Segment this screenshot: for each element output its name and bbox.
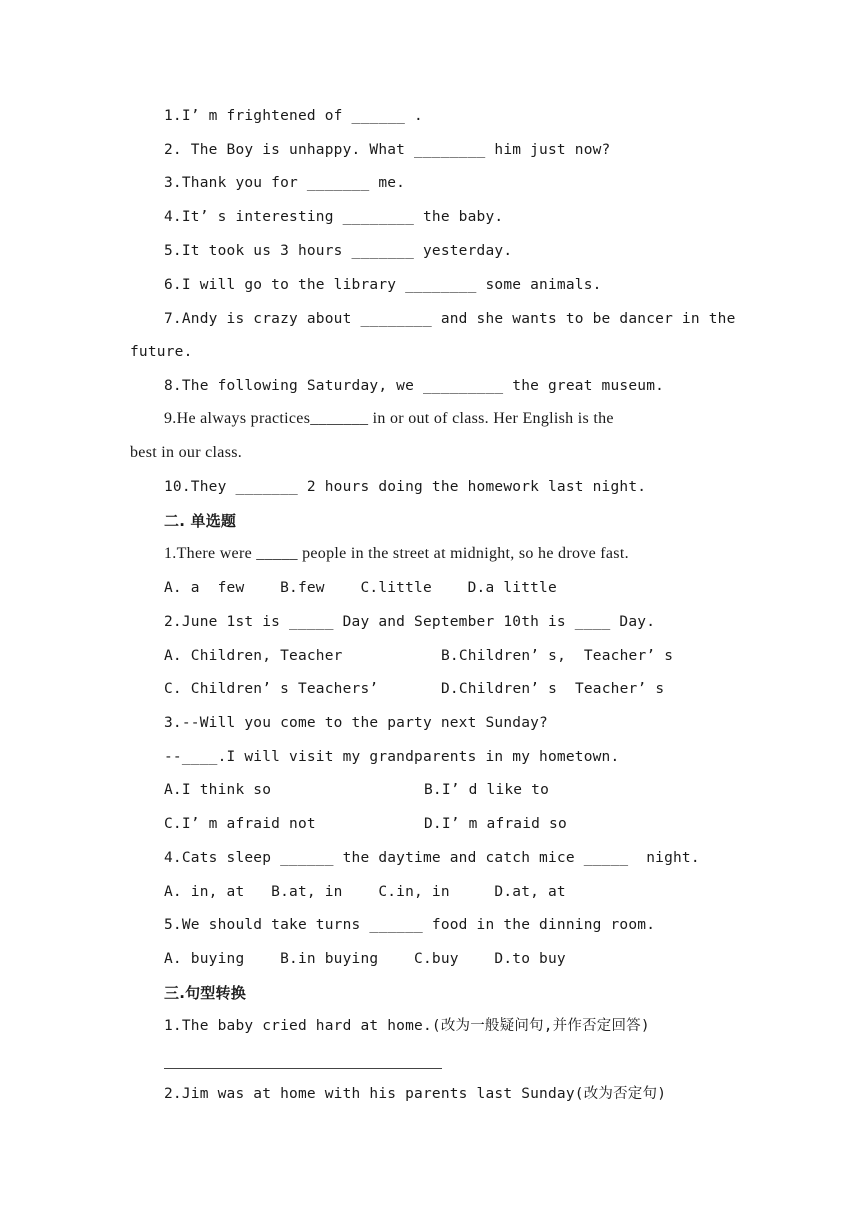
fill-blank-q5: 5.It took us 3 hours _______ yesterday. bbox=[164, 243, 513, 259]
mc-q2: 2.June 1st is _____ Day and September 10th is ____ Day. bbox=[164, 614, 656, 630]
mc-q2-option-a: A. Children, Teacher bbox=[164, 648, 343, 664]
fill-blank-q4: 4.It’ s interesting ________ the baby. bbox=[164, 209, 504, 225]
mc-q3: 3.--Will you come to the party next Sunday? bbox=[164, 715, 548, 731]
mc-q2-option-c: C. Children’ s Teachers’ bbox=[164, 681, 379, 697]
section-heading-sentence-transform: 三.句型转换 bbox=[164, 984, 246, 1002]
mc-q4: 4.Cats sleep ______ the daytime and catch mice _____ night. bbox=[164, 850, 700, 866]
fill-blank-q9-line1: 9.He always practices_______ in or out of class. Her English is the bbox=[164, 410, 614, 427]
answer-line bbox=[164, 1068, 442, 1069]
fill-blank-q7-line1: 7.Andy is crazy about ________ and she wants to be dancer in the bbox=[164, 311, 736, 327]
fill-blank-q1: 1.I’ m frightened of ______ . bbox=[164, 108, 423, 124]
mc-q1-options: A. a few B.few C.little D.a little bbox=[164, 580, 557, 596]
fill-blank-q8: 8.The following Saturday, we _________ the great museum. bbox=[164, 378, 665, 394]
fill-blank-q10: 10.They _______ 2 hours doing the homework last night. bbox=[164, 479, 647, 495]
transform-q1: 1.The baby cried hard at home.(改为一般疑问句,并作否定回答) bbox=[164, 1018, 650, 1034]
mc-q3-option-a: A.I think so bbox=[164, 782, 272, 798]
mc-q5: 5.We should take turns ______ food in the dinning room. bbox=[164, 917, 656, 933]
fill-blank-q3: 3.Thank you for _______ me. bbox=[164, 175, 406, 191]
mc-q3-option-b: B.I’ d like to bbox=[424, 782, 550, 798]
mc-q1: 1.There were _____ people in the street at midnight, so he drove fast. bbox=[164, 545, 629, 562]
mc-q3-option-d: D.I’ m afraid so bbox=[424, 816, 567, 832]
mc-q2-option-d: D.Children’ s Teacher’ s bbox=[441, 681, 665, 697]
fill-blank-q9-line2: best in our class. bbox=[130, 444, 243, 461]
section-heading-multiple-choice: 二. 单选题 bbox=[164, 512, 237, 530]
mc-q4-options: A. in, at B.at, in C.in, in D.at, at bbox=[164, 884, 566, 900]
fill-blank-q2: 2. The Boy is unhappy. What ________ him just now? bbox=[164, 142, 611, 158]
fill-blank-q6: 6.I will go to the library ________ some animals. bbox=[164, 277, 602, 293]
mc-q3-reply: --____.I will visit my grandparents in my hometown. bbox=[164, 749, 620, 765]
mc-q3-option-c: C.I’ m afraid not bbox=[164, 816, 316, 832]
transform-q2: 2.Jim was at home with his parents last Sunday(改为否定句) bbox=[164, 1086, 667, 1102]
fill-blank-q7-line2: future. bbox=[130, 344, 193, 360]
mc-q5-options: A. buying B.in buying C.buy D.to buy bbox=[164, 951, 566, 967]
mc-q2-option-b: B.Children’ s, Teacher’ s bbox=[441, 648, 674, 664]
